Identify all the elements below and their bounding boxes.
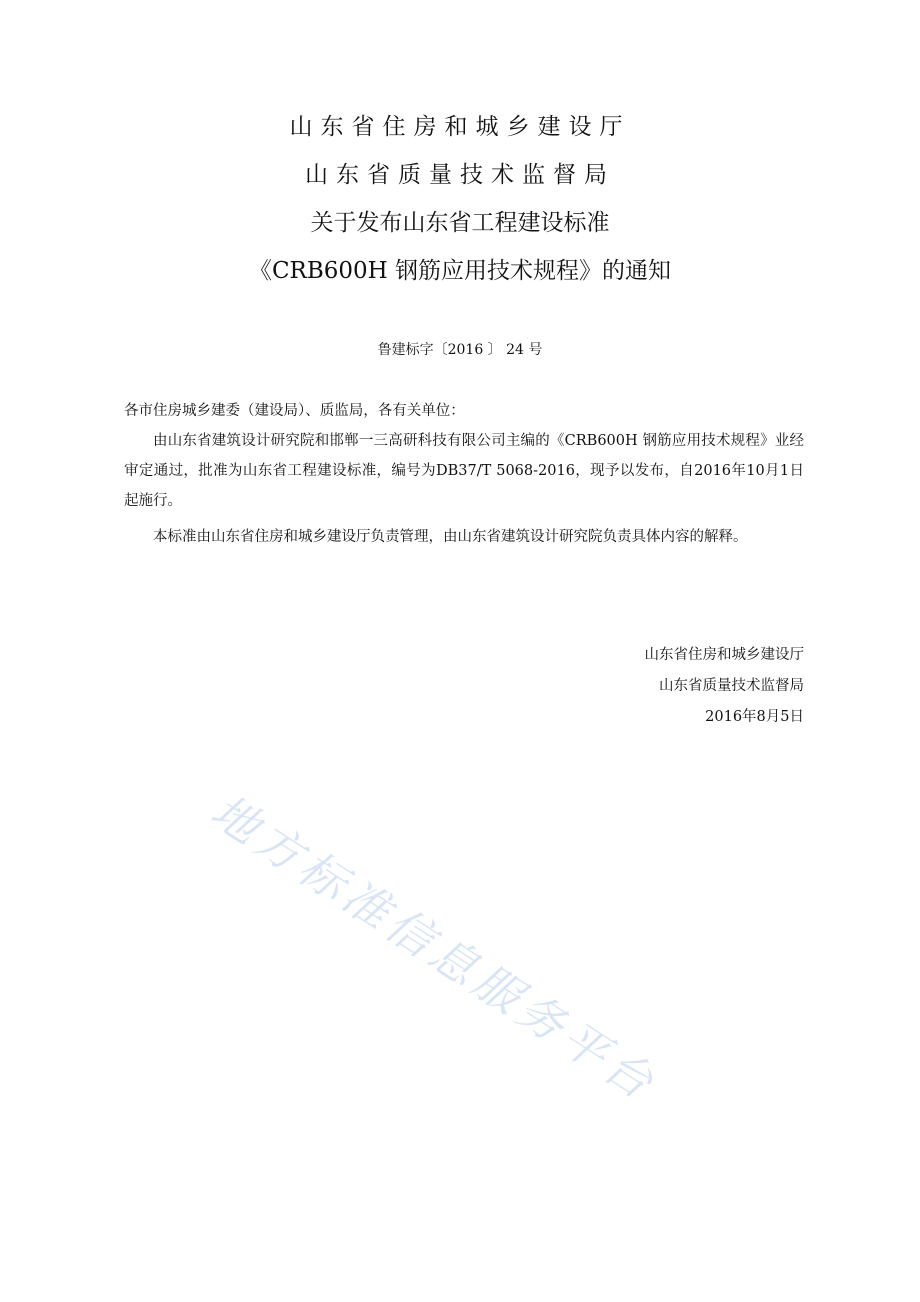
subject-title-1: 关于发布山东省工程建设标准 <box>310 210 610 236</box>
signature-date: 2016年8月5日 <box>705 709 804 725</box>
signature-org-2: 山东省质量技术监督局 <box>659 678 804 694</box>
document-number: 鲁建标字〔2016 〕 24 号 <box>377 342 543 358</box>
watermark: 地方标准信息服务平台 <box>201 783 668 1113</box>
issuer-title-2: 山东省质量技术监督局 <box>305 162 615 188</box>
subject-title-2: 《CRB600H 钢筋应用技术规程》的通知 <box>248 258 672 284</box>
body-paragraph-2: 本标准由山东省住房和城乡建设厅负责管理，由山东省建筑设计研究院负责具体内容的解释。 <box>153 529 748 545</box>
salutation: 各市住房城乡建委（建设局）、质监局，各有关单位： <box>124 403 465 419</box>
body-paragraph-1: 由山东省建筑设计研究院和邯郸一三高研科技有限公司主编的《CRB600H 钢筋应用技术规程》业经审定通过，批准为山东省工程建设标准，编号为DB37/T 5068-2016，现予以发布，自2016年10月1日起施行。 <box>124 433 804 509</box>
signature-org-1: 山东省住房和城乡建设厅 <box>644 647 804 663</box>
issuer-title-1: 山东省住房和城乡建设厅 <box>289 114 631 140</box>
